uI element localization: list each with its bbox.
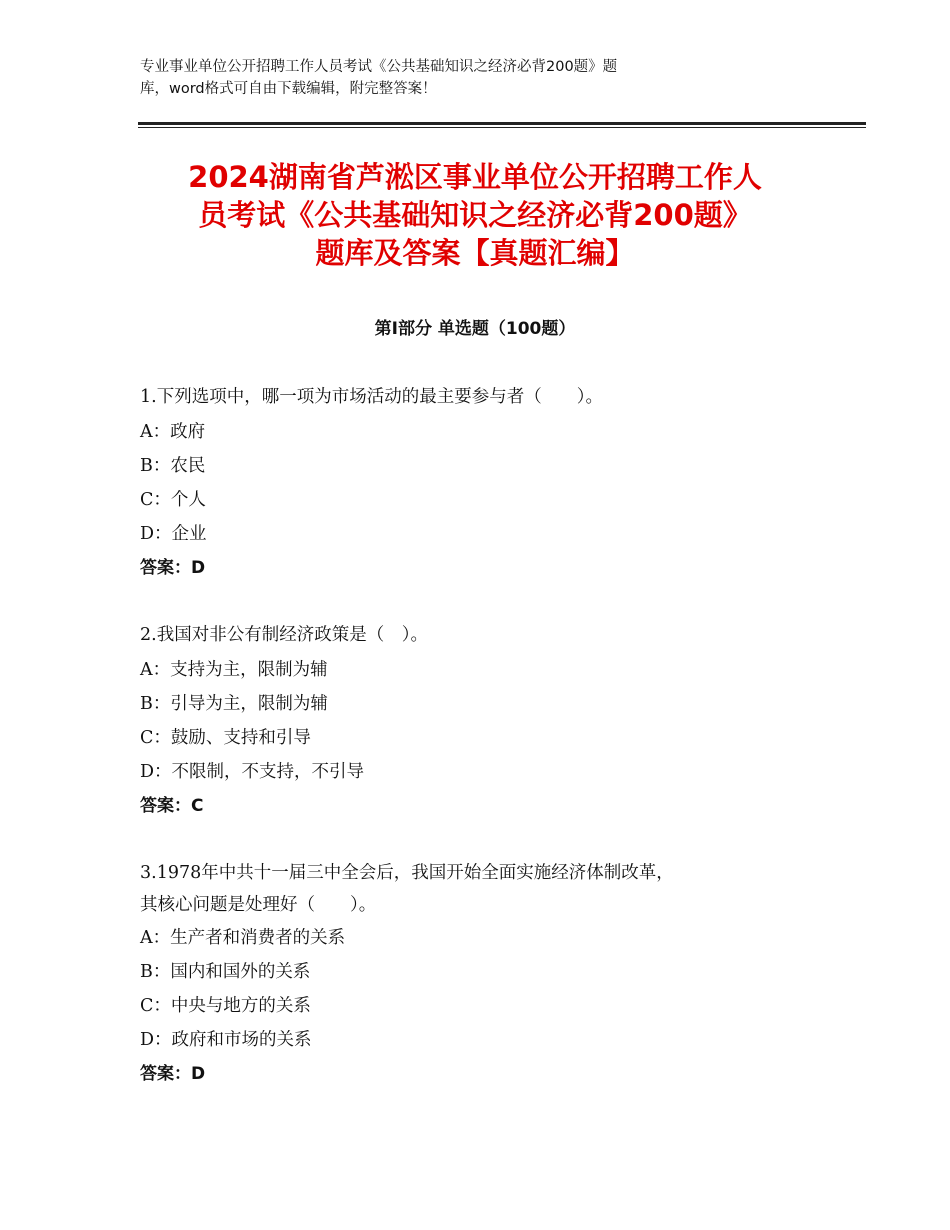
option-b: B：国内和国外的关系 (140, 962, 311, 982)
option-d: D：企业 (140, 524, 207, 544)
option-d: D：不限制，不支持，不引导 (140, 762, 365, 782)
option-a: A：支持为主，限制为辅 (140, 660, 328, 680)
option-b: B：农民 (140, 456, 206, 476)
question-stem-line: 其核心问题是处理好（ ）。 (140, 895, 377, 915)
header-note (140, 56, 780, 100)
header-divider-thin (138, 127, 866, 128)
option-a: A：政府 (140, 422, 206, 442)
question-stem-line: 3.1978年中共十一届三中全会后，我国开始全面实施经济体制改革， (140, 863, 674, 883)
question-stem-line: 1.下列选项中，哪一项为市场活动的最主要参与者（ ）。 (140, 387, 603, 407)
header-note-line-1: 专业事业单位公开招聘工作人员考试《公共基础知识之经济必背200题》题 (140, 59, 618, 75)
option-b: B：引导为主，限制为辅 (140, 694, 328, 714)
title-line-1: 2024湖南省芦淞区事业单位公开招聘工作人 (188, 160, 762, 194)
option-c: C：个人 (140, 490, 206, 510)
option-c: C：中央与地方的关系 (140, 996, 311, 1016)
question-list (140, 381, 820, 1125)
title-line-2: 员考试《公共基础知识之经济必背200题》 (198, 198, 752, 232)
question-stem (140, 381, 820, 415)
answer: 答案：D (140, 558, 206, 578)
question-3 (140, 857, 820, 1091)
title-line-3: 题库及答案【真题汇编】 (315, 236, 635, 270)
header-note-line-2: 库，word格式可自由下载编辑，附完整答案！ (140, 81, 437, 97)
document-title (100, 158, 850, 272)
question-stem (140, 857, 820, 921)
option-d: D：政府和市场的关系 (140, 1030, 312, 1050)
option-a: A：生产者和消费者的关系 (140, 928, 346, 948)
section-title: 第Ⅰ部分 单选题（100题） (374, 319, 576, 339)
option-c: C：鼓励、支持和引导 (140, 728, 311, 748)
question-2 (140, 619, 820, 823)
question-stem-line: 2.我国对非公有制经济政策是（ ）。 (140, 625, 428, 645)
answer: 答案：C (140, 796, 204, 816)
question-1 (140, 381, 820, 585)
question-stem (140, 619, 820, 653)
header-divider-thick (138, 122, 866, 125)
answer: 答案：D (140, 1064, 206, 1084)
